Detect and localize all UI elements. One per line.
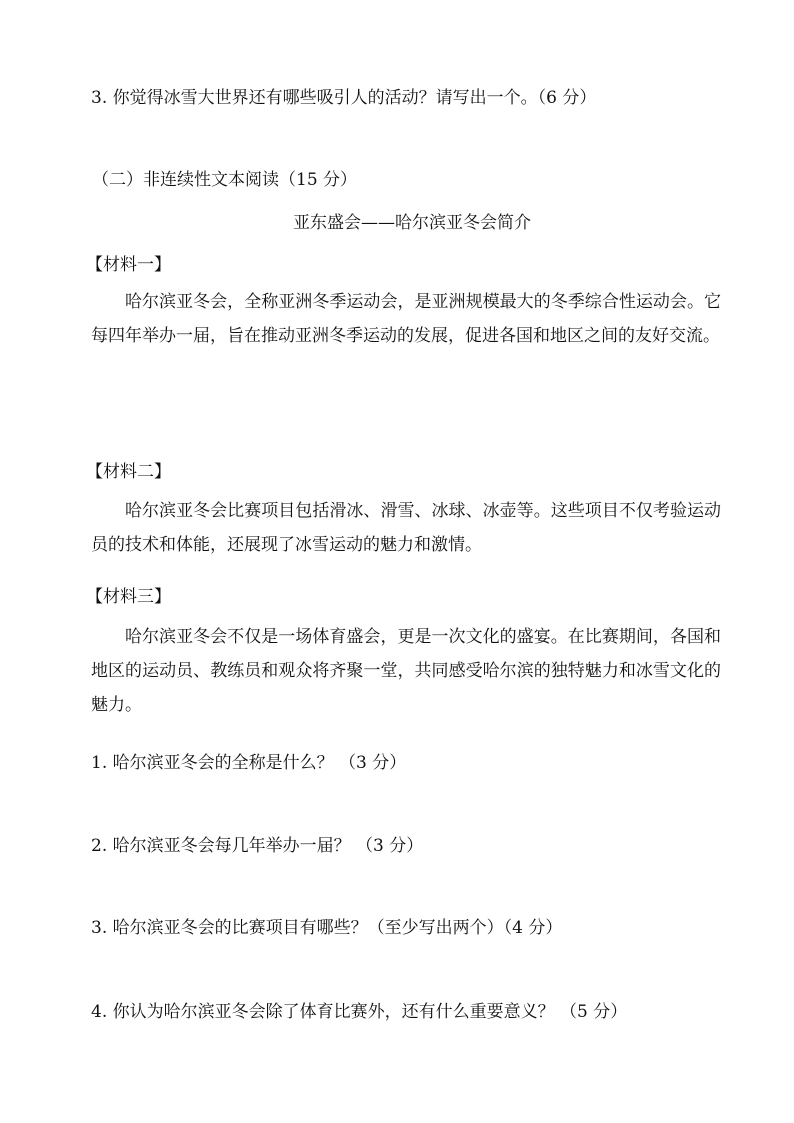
section-heading: （二）非连续性文本阅读（15 分） bbox=[92, 170, 358, 190]
question-1: 1. 哈尔滨亚冬会的全称是什么？ （3 分） bbox=[91, 753, 407, 773]
material-3-text: 哈尔滨亚冬会不仅是一场体育盛会，更是一次文化的盛宴。在比赛期间，各国和地区的运动员、教练员和观众将齐聚一堂，共同感受哈尔滨的独特魅力和冰雪文化的魅力。 bbox=[91, 627, 721, 715]
question-prev-3: 3. 你觉得冰雪大世界还有哪些吸引人的活动？请写出一个。（6 分） bbox=[91, 88, 597, 108]
material-2-label: 【材料二】 bbox=[86, 462, 171, 482]
material-1-label: 【材料一】 bbox=[86, 255, 171, 275]
question-2: 2. 哈尔滨亚冬会每几年举办一届？ （3 分） bbox=[91, 836, 424, 856]
material-2-text: 哈尔滨亚冬会比赛项目包括滑冰、滑雪、冰球、冰壶等。这些项目不仅考验运动员的技术和体能，还展现了冰雪运动的魅力和激情。 bbox=[91, 501, 721, 555]
question-3: 3. 哈尔滨亚冬会的比赛项目有哪些？（至少写出两个）（4 分） bbox=[91, 918, 563, 938]
material-3-label: 【材料三】 bbox=[86, 587, 171, 607]
material-1-text: 哈尔滨亚冬会，全称亚洲冬季运动会，是亚洲规模最大的冬季综合性运动会。它每四年举办一届，旨在推动亚洲冬季运动的发展，促进各国和地区之间的友好交流。 bbox=[91, 292, 721, 346]
article-title: 亚东盛会——哈尔滨亚冬会简介 bbox=[293, 213, 531, 233]
question-4: 4. 你认为哈尔滨亚冬会除了体育比赛外，还有什么重要意义？ （5 分） bbox=[91, 1002, 628, 1022]
